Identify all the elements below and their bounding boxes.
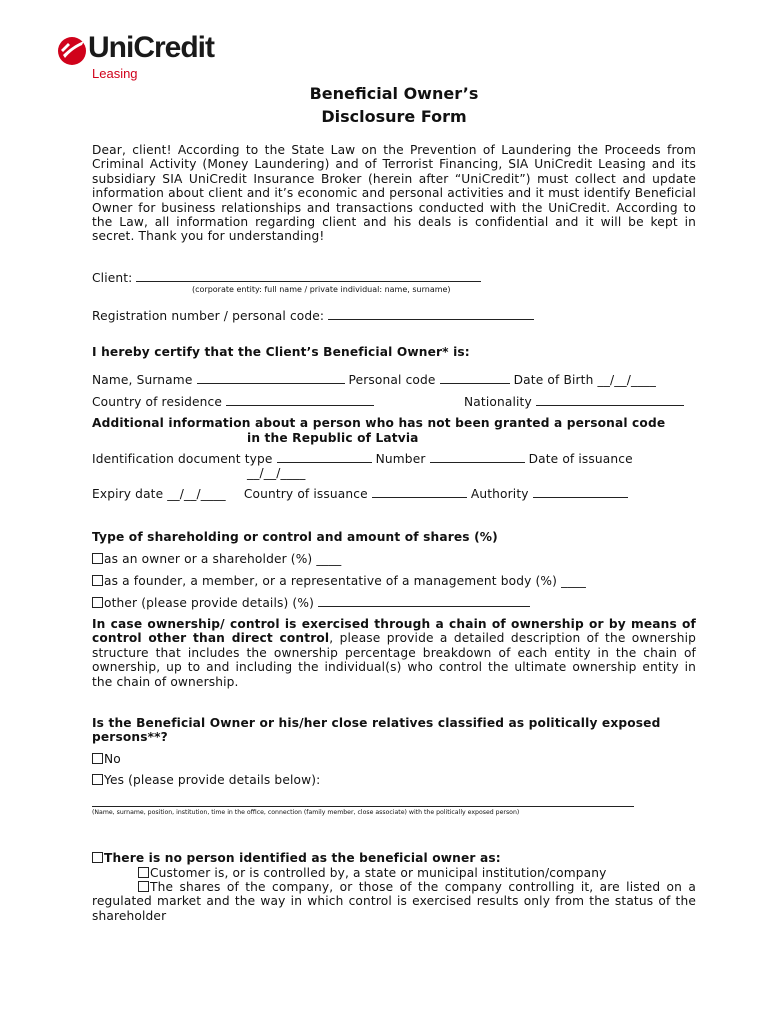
pep-question: Is the Beneficial Owner or his/her close relatives classified as politically exposed persons**? xyxy=(92,716,661,745)
issuance-label: Date of issuance xyxy=(528,452,633,466)
shares-option-3 xyxy=(92,596,696,610)
authority-label: Authority xyxy=(470,487,529,501)
shares-founder-label: as a founder, a member, or a representative of a management body (%) ____ xyxy=(104,574,587,588)
nationality-row xyxy=(464,395,694,409)
shares-other-checkbox[interactable] xyxy=(92,597,103,608)
name-label: Name, Surname xyxy=(92,373,193,387)
ident-row-1 xyxy=(92,452,696,466)
pep-no-label: No xyxy=(104,752,121,766)
shares-option-2 xyxy=(92,574,696,588)
doc-number-label: Number xyxy=(375,452,426,466)
pep-yes-row xyxy=(92,773,696,787)
shares-owner-checkbox[interactable] xyxy=(92,553,103,564)
client-field[interactable] xyxy=(136,271,481,282)
doc-type-field[interactable] xyxy=(277,452,372,463)
issuance-date[interactable]: __/__/____ xyxy=(247,466,306,480)
none-option-2 xyxy=(92,880,696,923)
client-row xyxy=(92,271,696,285)
country-field[interactable] xyxy=(226,395,374,406)
page-subtitle: Disclosure Form xyxy=(321,107,467,126)
chain-bold: In case ownership/ control is exercised through a chain of ownership or by means of control other than direct control xyxy=(92,617,696,646)
none-heading: There is no person identified as the beneficial owner as: xyxy=(104,851,501,865)
pep-no-checkbox[interactable] xyxy=(92,753,103,764)
registration-field[interactable] xyxy=(328,309,534,320)
shares-founder-checkbox[interactable] xyxy=(92,575,103,586)
none-state-checkbox[interactable] xyxy=(138,867,149,878)
nationality-label: Nationality xyxy=(464,395,532,409)
nationality-field[interactable] xyxy=(536,395,684,406)
additional-heading-2: in the Republic of Latvia xyxy=(247,431,419,445)
none-row xyxy=(92,851,696,865)
country-issuance-label: Country of issuance xyxy=(243,487,368,501)
personal-code-label: Personal code xyxy=(348,373,436,387)
shares-other-field[interactable] xyxy=(318,596,530,607)
dob-label[interactable]: Date of Birth __/__/____ xyxy=(513,373,656,387)
certify-heading: I hereby certify that the Client’s Beneficial Owner* is: xyxy=(92,345,470,359)
none-market-checkbox[interactable] xyxy=(138,881,149,892)
pep-hint: (Name, surname, position, institution, time in the office, connection (family member, close associate) with the politically exposed person) xyxy=(92,809,520,816)
owner-row-1 xyxy=(92,373,696,387)
country-issuance-field[interactable] xyxy=(372,487,467,498)
personal-code-field[interactable] xyxy=(440,373,510,384)
pep-yes-label: Yes (please provide details below): xyxy=(104,773,321,787)
none-option-1 xyxy=(92,866,696,880)
doc-number-field[interactable] xyxy=(430,452,525,463)
chain-paragraph xyxy=(92,617,696,689)
brand-sub: Leasing xyxy=(92,66,138,81)
chain-text: , please provide a detailed description of the ownership structure that includes the ownership percentage breakdown of each entity in the chain of ownership, up to and including the individual(s) who control the ultimate ownership entity in the chain of ownership. xyxy=(92,631,697,689)
ident-row-2 xyxy=(92,487,696,501)
shares-heading: Type of shareholding or control and amount of shares (%) xyxy=(92,530,498,544)
brand-name: UniCredit xyxy=(88,31,214,64)
pep-no-row xyxy=(92,752,696,766)
name-field[interactable] xyxy=(197,373,345,384)
country-label: Country of residence xyxy=(92,395,223,409)
none-checkbox[interactable] xyxy=(92,852,103,863)
owner-row-2 xyxy=(92,395,392,409)
client-hint: (corporate entity: full name / private individual: name, surname) xyxy=(192,285,451,294)
authority-field[interactable] xyxy=(533,487,628,498)
shares-other-label: other (please provide details) (%) xyxy=(104,596,314,610)
pep-yes-checkbox[interactable] xyxy=(92,774,103,785)
page-title: Beneficial Owner’s xyxy=(309,84,479,103)
expiry-label[interactable]: Expiry date __/__/____ xyxy=(92,487,226,501)
shares-owner-label: as an owner or a shareholder (%) ____ xyxy=(104,552,342,566)
registration-label: Registration number / personal code: xyxy=(92,309,325,323)
additional-heading: Additional information about a person who has not been granted a personal code xyxy=(92,416,666,430)
registration-row xyxy=(92,309,696,323)
pep-details-field[interactable] xyxy=(92,806,634,807)
doc-type-label: Identification document type xyxy=(92,452,273,466)
shares-option-1 xyxy=(92,552,696,566)
none-market-label: The shares of the company, or those of the company controlling it, are listed on a regulated market and the way in which control is exercised results only from the status of the shareholder xyxy=(92,880,696,923)
intro-paragraph: Dear, client! According to the State Law on the Prevention of Laundering the Proceeds from Criminal Activity (Money Laundering) and of Terrorist Financing, SIA UniCredit Leasing and its subsidiary SIA UniCredit Insurance Broker (herein after “UniCredit”) must collect and update information about client and it’s economic and personal activities and it must identify Beneficial Owner for business relationships and transactions conducted with the UniCredit. According to the Law, all information regarding client and his deals is confidential and it will be kept in secret. Thank you for understanding! xyxy=(92,143,696,244)
none-state-label: Customer is, or is controlled by, a state or municipal institution/company xyxy=(150,866,607,880)
client-label: Client: xyxy=(92,271,133,285)
